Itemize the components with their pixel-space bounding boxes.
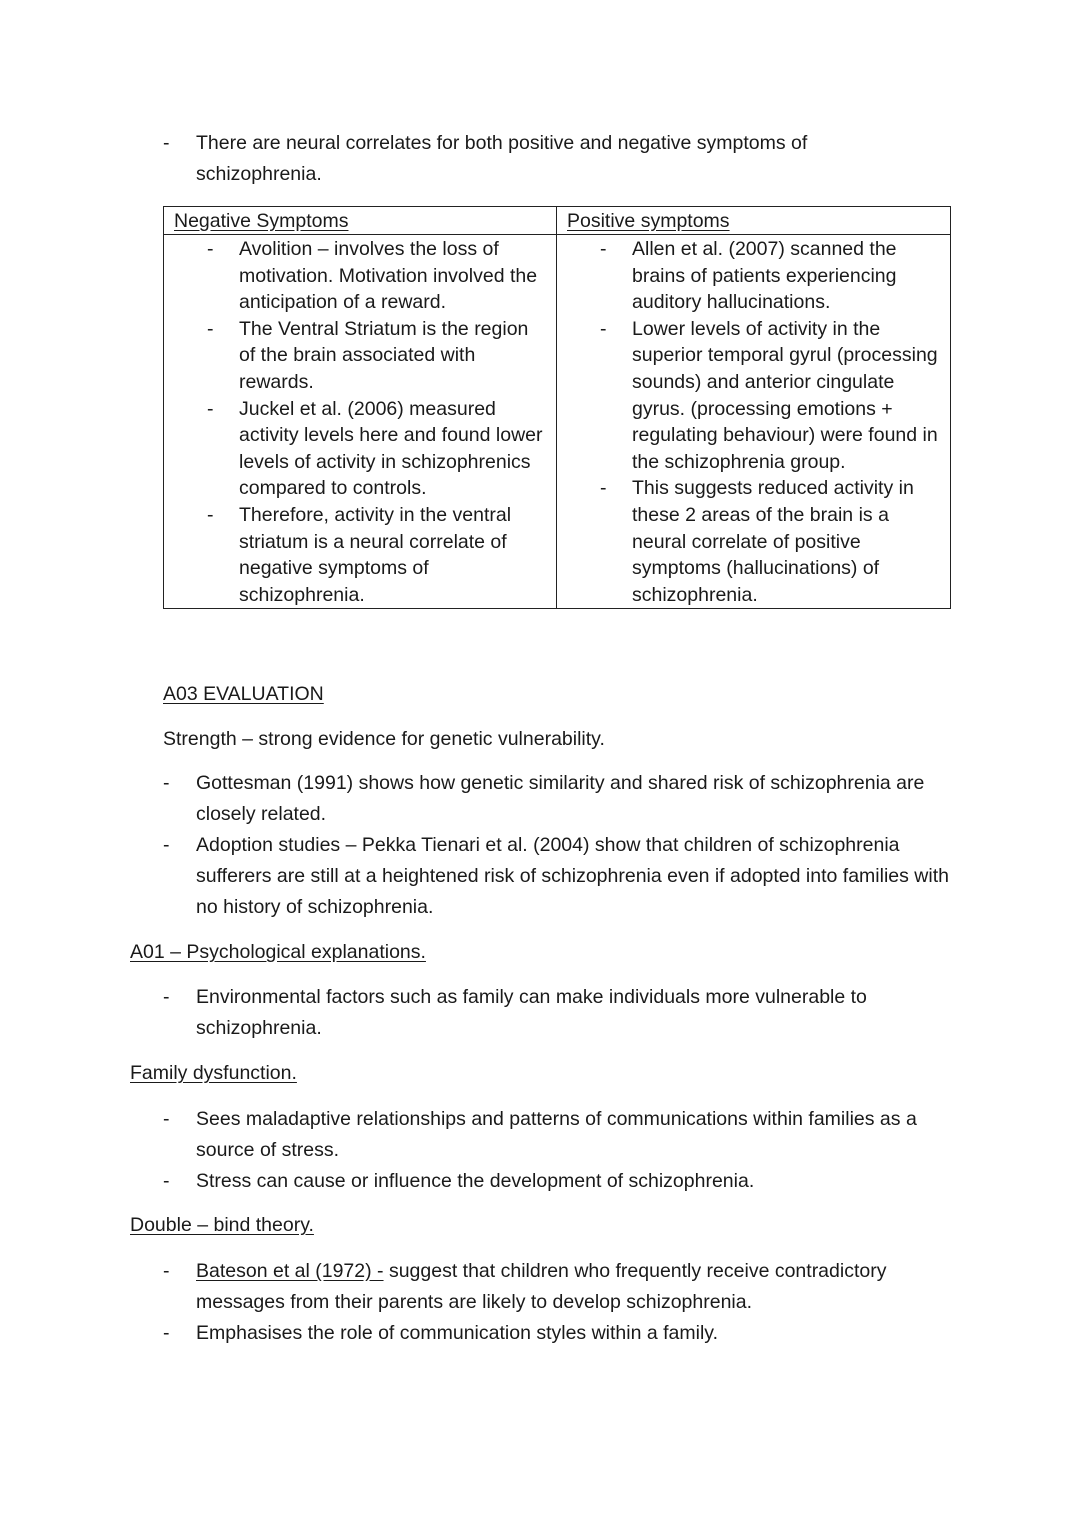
evaluation-heading: A03 EVALUATION <box>163 683 324 705</box>
list-item: - Stress can cause or influence the development of schizophrenia. <box>163 1170 755 1192</box>
reference-citation: Bateson et al (1972) - <box>196 1260 384 1282</box>
double-bind-list <box>130 1256 960 1349</box>
positive-cell <box>557 235 951 609</box>
list-item: - The Ventral Striatum is the region of the brain associated with rewards. <box>207 317 529 393</box>
list-item: - Juckel et al. (2006) measured activity levels here and found lower levels of activity in schizophrenics compared to controls. <box>207 397 543 500</box>
intro-section <box>130 128 930 190</box>
table-row <box>164 235 951 609</box>
list-item: - Avolition – involves the loss of motivation. Motivation involved the anticipation of a reward. <box>207 238 538 314</box>
family-list <box>130 1104 960 1197</box>
list-item: - Lower levels of activity in the superior temporal gyrul (processing sounds) and anterior cingulate gyrus. (processing emotions + regulating behaviour) were found in the schizophrenia group. <box>600 317 938 473</box>
family-heading: Family dysfunction. <box>130 1062 297 1084</box>
list-item: - Allen et al. (2007) scanned the brains of patients experiencing auditory hallucinations. <box>600 238 897 314</box>
list-item: - Sees maladaptive relationships and patterns of communications within families as a source of stress. <box>163 1108 917 1161</box>
psych-list <box>130 982 940 1044</box>
evaluation-list <box>130 768 960 923</box>
intro-bullet <box>130 128 930 190</box>
negative-cell <box>164 235 557 609</box>
list-item: - Environmental factors such as family can make individuals more vulnerable to schizophrenia. <box>163 986 867 1039</box>
list-item: - Adoption studies – Pekka Tienari et al. (2004) show that children of schizophrenia sufferers are still at a heightened risk of schizophrenia even if adopted into families with no history of schizophrenia. <box>163 834 949 918</box>
bullet-dash: - <box>163 132 170 154</box>
double-bind-heading: Double – bind theory. <box>130 1214 314 1236</box>
list-item: - Therefore, activity in the ventral striatum is a neural correlate of negative symptoms of schizophrenia. <box>207 503 512 606</box>
symptom-table <box>163 206 951 609</box>
psych-heading: A01 – Psychological explanations. <box>130 941 426 963</box>
strength-line: Strength – strong evidence for genetic vulnerability. <box>163 728 605 750</box>
bullet-text: There are neural correlates for both positive and negative symptoms of schizophrenia. <box>196 132 808 185</box>
list-item: - Emphasises the role of communication styles within a family. <box>163 1322 719 1344</box>
table-header-row <box>164 207 951 235</box>
list-item: - This suggests reduced activity in these 2 areas of the brain is a neural correlate of positive symptoms (hallucinations) of schizophrenia. <box>600 477 914 606</box>
list-item: - Gottesman (1991) shows how genetic similarity and shared risk of schizophrenia are closely related. <box>163 772 925 825</box>
list-item: - Bateson et al (1972) - suggest that children who frequently receive contradictory messages from their parents are likely to develop schizophrenia. <box>163 1260 887 1313</box>
positive-header: Positive symptoms <box>557 207 951 235</box>
negative-header: Negative Symptoms <box>164 207 557 235</box>
